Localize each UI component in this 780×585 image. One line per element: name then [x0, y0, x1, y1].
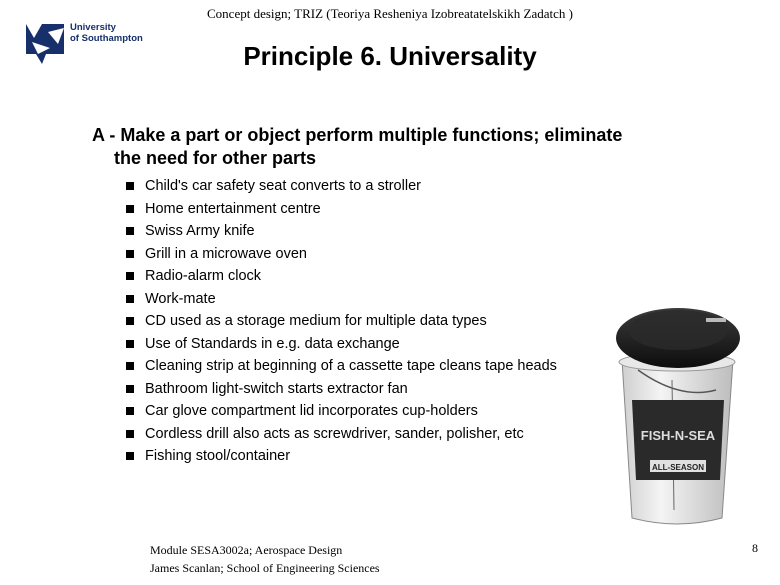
list-item: Cordless drill also acts as screwdriver, sander, polisher, etc: [126, 425, 557, 448]
bullet-square-icon: [126, 250, 134, 258]
list-item: CD used as a storage medium for multiple data types: [126, 312, 557, 335]
list-item: Use of Standards in e.g. data exchange: [126, 335, 557, 358]
fishing-stool-bucket-image: [610, 290, 745, 530]
bullet-square-icon: [126, 182, 134, 190]
header-text: Concept design; TRIZ (Teoriya Resheniya Izobreatatelskikh Zadatch ): [207, 6, 573, 21]
list-item: Car glove compartment lid incorporates cup-holders: [126, 402, 557, 425]
slide-title: Principle 6. Universality: [243, 41, 537, 71]
bullet-square-icon: [126, 407, 134, 415]
bullet-square-icon: [126, 205, 134, 213]
footer-line-2: James Scanlan; School of Engineering Sciences: [150, 561, 380, 575]
page-number: 8: [752, 541, 758, 555]
bucket-label-top: FISH-N-SEA: [640, 428, 716, 443]
footer-line-1: Module SESA3002a; Aerospace Design: [150, 543, 343, 557]
list-item: Swiss Army knife: [126, 222, 557, 245]
example-list: [126, 177, 557, 470]
list-item: Radio-alarm clock: [126, 267, 557, 290]
logo-line-1: University: [70, 22, 116, 33]
bullet-square-icon: [126, 317, 134, 325]
bullet-square-icon: [126, 452, 134, 460]
bullet-square-icon: [126, 385, 134, 393]
bullet-square-icon: [126, 272, 134, 280]
list-item: Fishing stool/container: [126, 447, 557, 470]
principle-line-2: the need for other parts: [114, 148, 317, 168]
bullet-square-icon: [126, 430, 134, 438]
list-item: Bathroom light-switch starts extractor fan: [126, 380, 557, 403]
list-item: Grill in a microwave oven: [126, 245, 557, 268]
list-item: Home entertainment centre: [126, 200, 557, 223]
principle-line-1: A - Make a part or object perform multiple functions; eliminate: [92, 125, 623, 145]
bullet-square-icon: [126, 340, 134, 348]
list-item: Work-mate: [126, 290, 557, 313]
principle-statement: [92, 124, 692, 170]
footer-text: [150, 541, 380, 577]
bullet-square-icon: [126, 362, 134, 370]
bucket-label-bottom: ALL-SEASON: [652, 463, 704, 472]
logo-line-2: of Southampton: [70, 33, 143, 44]
list-item: Child's car safety seat converts to a stroller: [126, 177, 557, 200]
bullet-square-icon: [126, 227, 134, 235]
bullet-square-icon: [126, 295, 134, 303]
list-item: Cleaning strip at beginning of a cassette tape cleans tape heads: [126, 357, 557, 380]
